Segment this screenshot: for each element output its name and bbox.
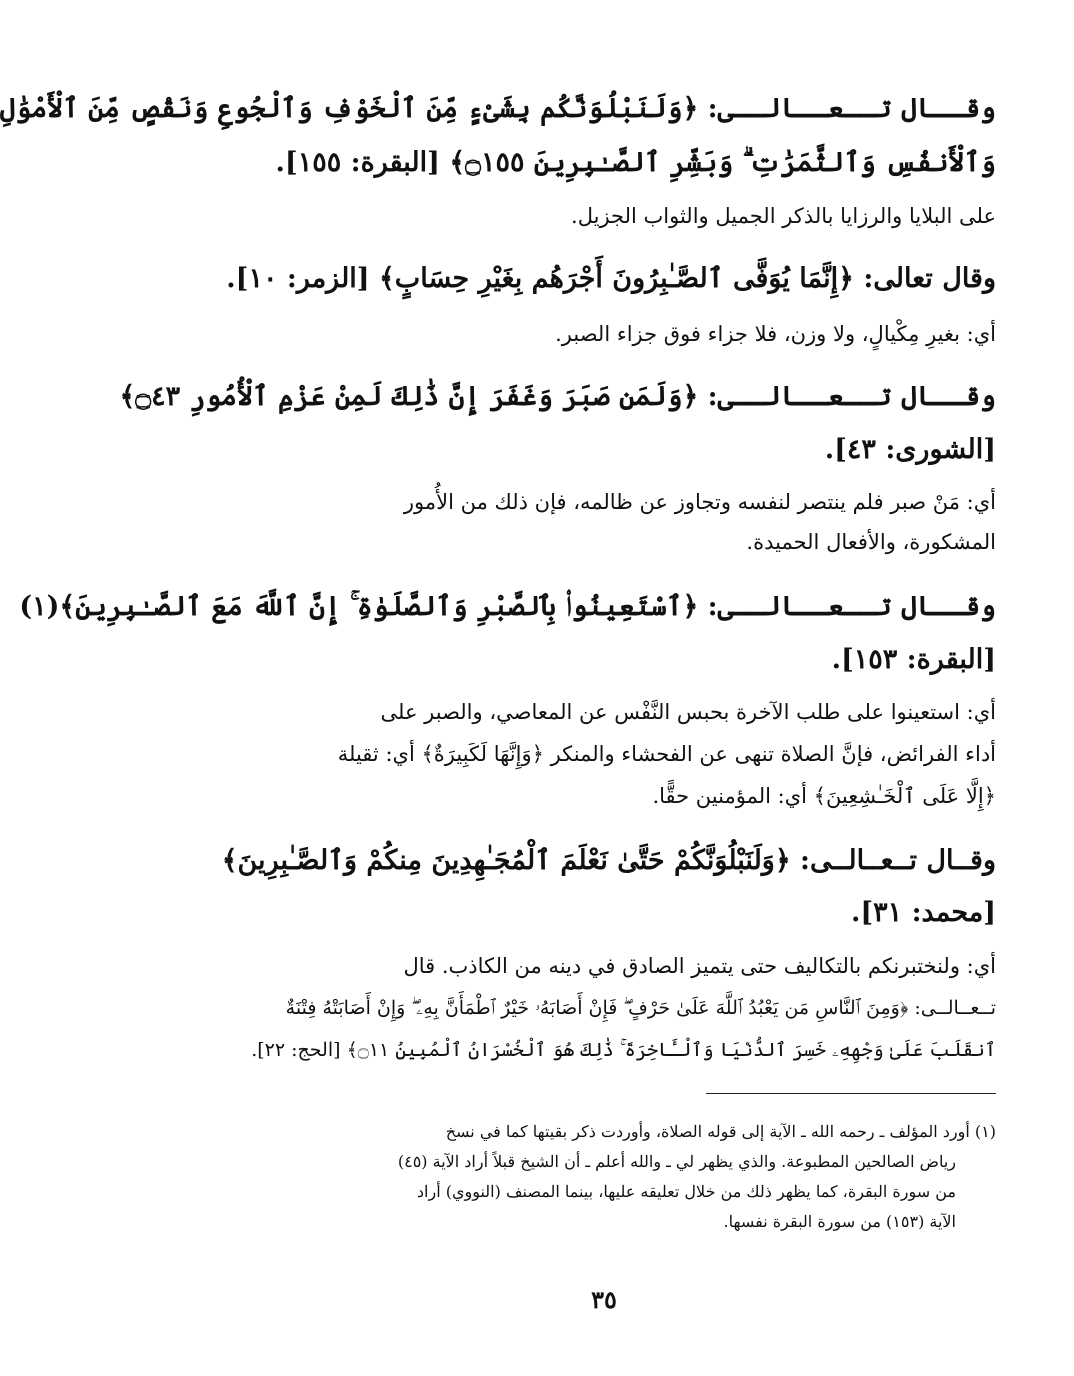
section3-verse-line2: [الشورى: ٤٣]. bbox=[824, 434, 996, 465]
section3-verse-line1: وقــال تــعــالــى: ﴿وَلَمَن صَبَرَ وَغَفَرَ إِنَّ ذَٰلِكَ لَمِنْ عَزْمِ ٱلْأُمُورِ ۝٤٣﴾ bbox=[119, 381, 996, 412]
section3-comment-line1: أي: مَنْ صبر فلم ينتصر لنفسه وتجاوز عن ظالمه، فإن ذلك من الأُمور bbox=[403, 490, 996, 514]
section3-comment-line2: المشكورة، والأفعال الحميدة. bbox=[746, 530, 996, 554]
section4-verse-line1: وقــال تــعــالــى: ﴿ٱسْتَعِينُوا۟ بِٱلصَّبْرِ وَٱلصَّلَوٰةِ ۚ إِنَّ ٱللَّهَ مَعَ ٱلصَّـٰبِرِينَ﴾(١) bbox=[19, 591, 996, 622]
section5-comment-line1: أي: ولنختبرنكم بالتكاليف حتى يتميز الصادق في دينه من الكاذب. قال bbox=[403, 954, 996, 978]
footnote-line1: (١) أورد المؤلف ـ رحمه الله ـ الآية إلى قوله الصلاة، وأوردت ذكر بقيتها كما في نسخ bbox=[445, 1122, 996, 1141]
footnote-line3: من سورة البقرة، كما يظهر ذلك من خلال تعليقه عليها، بينما المصنف (النووي) أراد bbox=[416, 1182, 956, 1201]
section5-comment-line3: ٱنقَلَبَ عَلَىٰ وَجْهِهِۦ خَسِرَ ٱلدُّنْيَا وَٱلْـَٔاخِرَةَ ۚ ذَٰلِكَ هُوَ ٱلْخُسْرَانُ ٱلْمُبِينُ ۝١١﴾ [الحج: ٢٢]. bbox=[251, 1039, 996, 1061]
section2-verse-line1: وقال تعالى: ﴿إِنَّمَا يُوَفَّى ٱلصَّـٰبِرُونَ أَجْرَهُم بِغَيْرِ حِسَابٍ﴾ [الزمر: ١٠]. bbox=[226, 263, 996, 294]
footnote-line2: رياض الصالحين المطبوعة. والذي يظهر لي ـ والله أعلم ـ أن الشيخ قبلاً أراد الآية (٤٥) bbox=[397, 1152, 956, 1171]
section1-verse-line2: وَٱلْأَنفُسِ وَٱلثَّمَرَٰتِ ۗ وَبَشِّرِ ٱلصَّـٰبِرِينَ ۝١٥٥﴾ [البقرة: ١٥٥]. bbox=[275, 147, 996, 178]
section4-comment-line3: ﴿إِلَّا عَلَى ٱلْخَـٰشِعِينَ﴾ أي: المؤمنين حقًّا. bbox=[652, 784, 996, 808]
section2-comment: أي: بغيرِ مِكْيالٍ، ولا وزن، فلا جزاء فوق جزاء الصبر. bbox=[555, 322, 996, 346]
section4-verse-line2: [البقرة: ١٥٣]. bbox=[831, 644, 996, 675]
section1-verse-line1: وقــال تــعــالــى: ﴿وَلَنَبْلُوَنَّكُم بِشَىْءٍ مِّنَ ٱلْخَوْفِ وَٱلْجُوعِ وَنَقْصٍ مِّنَ ٱلْأَمْوَٰلِ bbox=[0, 93, 996, 124]
footnote-separator bbox=[706, 1093, 996, 1094]
section5-verse-line1: وقــال تــعــالــى: ﴿وَلَنَبْلُوَنَّكُمْ حَتَّىٰ نَعْلَمَ ٱلْمُجَـٰهِدِينَ مِنكُمْ وَٱلصَّـٰبِرِينَ﴾ bbox=[221, 845, 996, 876]
section1-comment: على البلايا والرزايا بالذكر الجميل والثواب الجزيل. bbox=[571, 204, 996, 228]
section4-comment-line1: أي: استعينوا على طلب الآخرة بحبس النَّفْس عن المعاصي، والصبر على bbox=[380, 700, 996, 724]
section5-comment-line2: تــعــالــى: ﴿وَمِنَ ٱلنَّاسِ مَن يَعْبُدُ ٱللَّهَ عَلَىٰ حَرْفٍ ۖ فَإِنْ أَصَابَهُۥ خَيْرٌ ٱطْمَأَنَّ بِهِۦ ۖ وَإِنْ أَصَابَتْهُ فِتْنَةٌ bbox=[285, 997, 996, 1019]
page-number: ٣٥ bbox=[591, 1285, 617, 1314]
footnote-line4: الآية (١٥٣) من سورة البقرة نفسها. bbox=[723, 1212, 956, 1231]
section5-verse-line2: [محمد: ٣١]. bbox=[850, 897, 996, 928]
section4-comment-line2: أداء الفرائض، فإنَّ الصلاة تنهى عن الفحشاء والمنكر ﴿وَإِنَّهَا لَكَبِيرَةٌ﴾ أي: ثقيلة bbox=[337, 742, 996, 766]
